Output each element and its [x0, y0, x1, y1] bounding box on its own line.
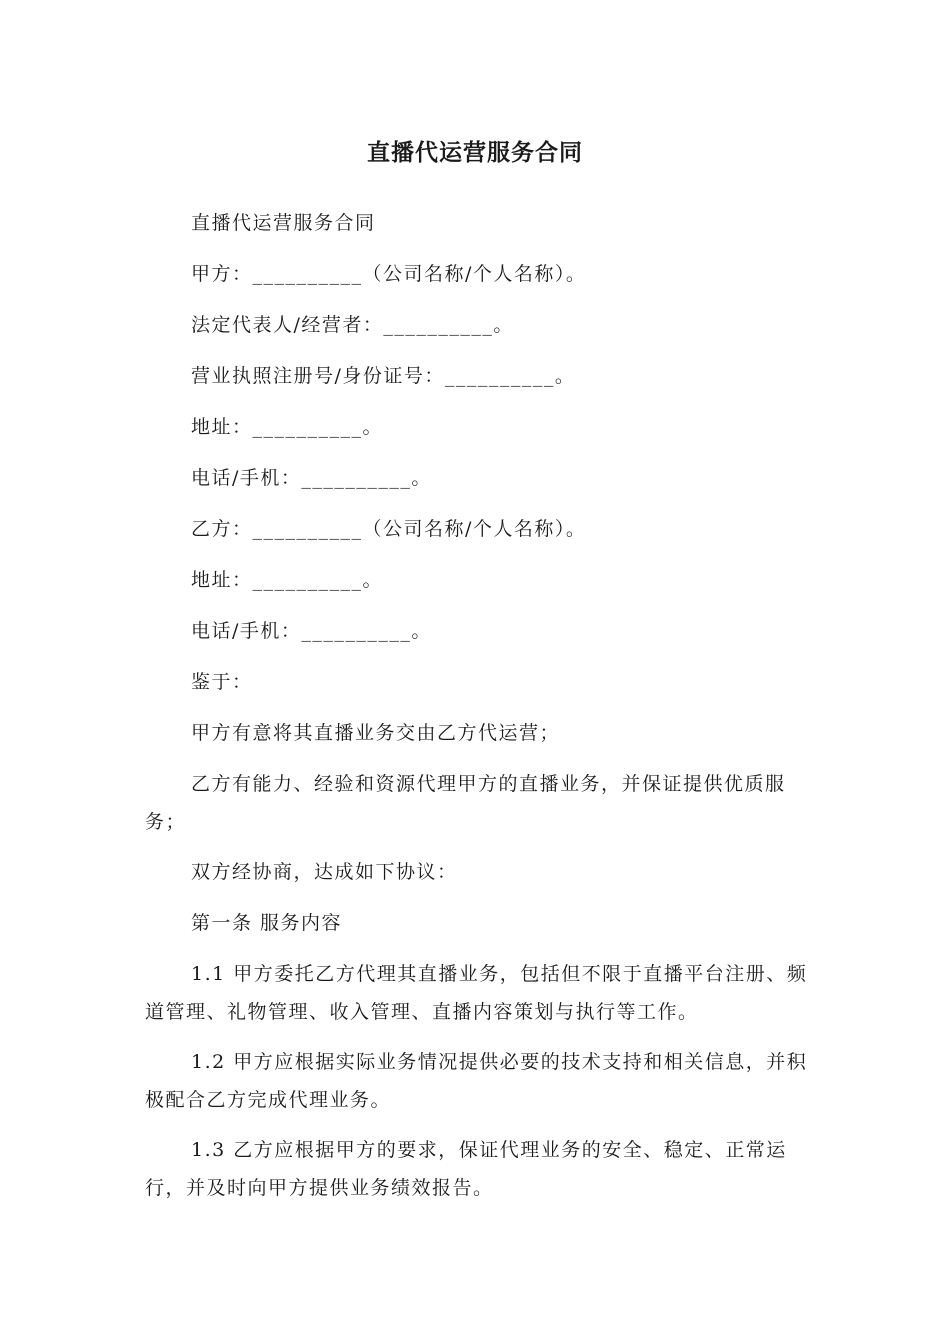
paragraph-party-b: 乙方：__________（公司名称/个人名称）。: [191, 518, 587, 540]
paragraph-party-a: 甲方：__________（公司名称/个人名称）。: [191, 263, 587, 285]
paragraph-heading: 直播代运营服务合同: [191, 212, 376, 234]
paragraph-article-1-heading: 第一条 服务内容: [191, 912, 343, 934]
paragraph-license-no: 营业执照注册号/身份证号：__________。: [191, 365, 576, 387]
paragraph-agreement: 双方经协商，达成如下协议：: [191, 861, 458, 883]
paragraph-party-a-phone: 电话/手机：__________。: [191, 467, 432, 489]
paragraph-party-b-phone: 电话/手机：__________。: [191, 620, 432, 642]
document-body: [145, 204, 810, 1219]
paragraph-party-b-address: 地址：__________。: [191, 569, 384, 591]
document-title: 直播代运营服务合同: [367, 140, 583, 166]
paragraph-clause-1-3: 1.3 乙方应根据甲方的要求，保证代理业务的安全、稳定、正常运行，并及时向甲方提供业务绩效报告。: [145, 1139, 787, 1199]
paragraph-whereas-a: 甲方有意将其直播业务交由乙方代运营；: [191, 722, 561, 744]
paragraph-clause-1-1: 1.1 甲方委托乙方代理其直播业务，包括但不限于直播平台注册、频道管理、礼物管理、收入管理、直播内容策划与执行等工作。: [145, 963, 808, 1023]
paragraph-whereas: 鉴于：: [191, 671, 253, 693]
paragraph-legal-rep: 法定代表人/经营者：__________。: [191, 314, 514, 336]
paragraph-clause-1-2: 1.2 甲方应根据实际业务情况提供必要的技术支持和相关信息，并积极配合乙方完成代理业务。: [145, 1051, 808, 1111]
paragraph-party-a-address: 地址：__________。: [191, 416, 384, 438]
paragraph-whereas-b: 乙方有能力、经验和资源代理甲方的直播业务，并保证提供优质服务；: [145, 773, 786, 833]
